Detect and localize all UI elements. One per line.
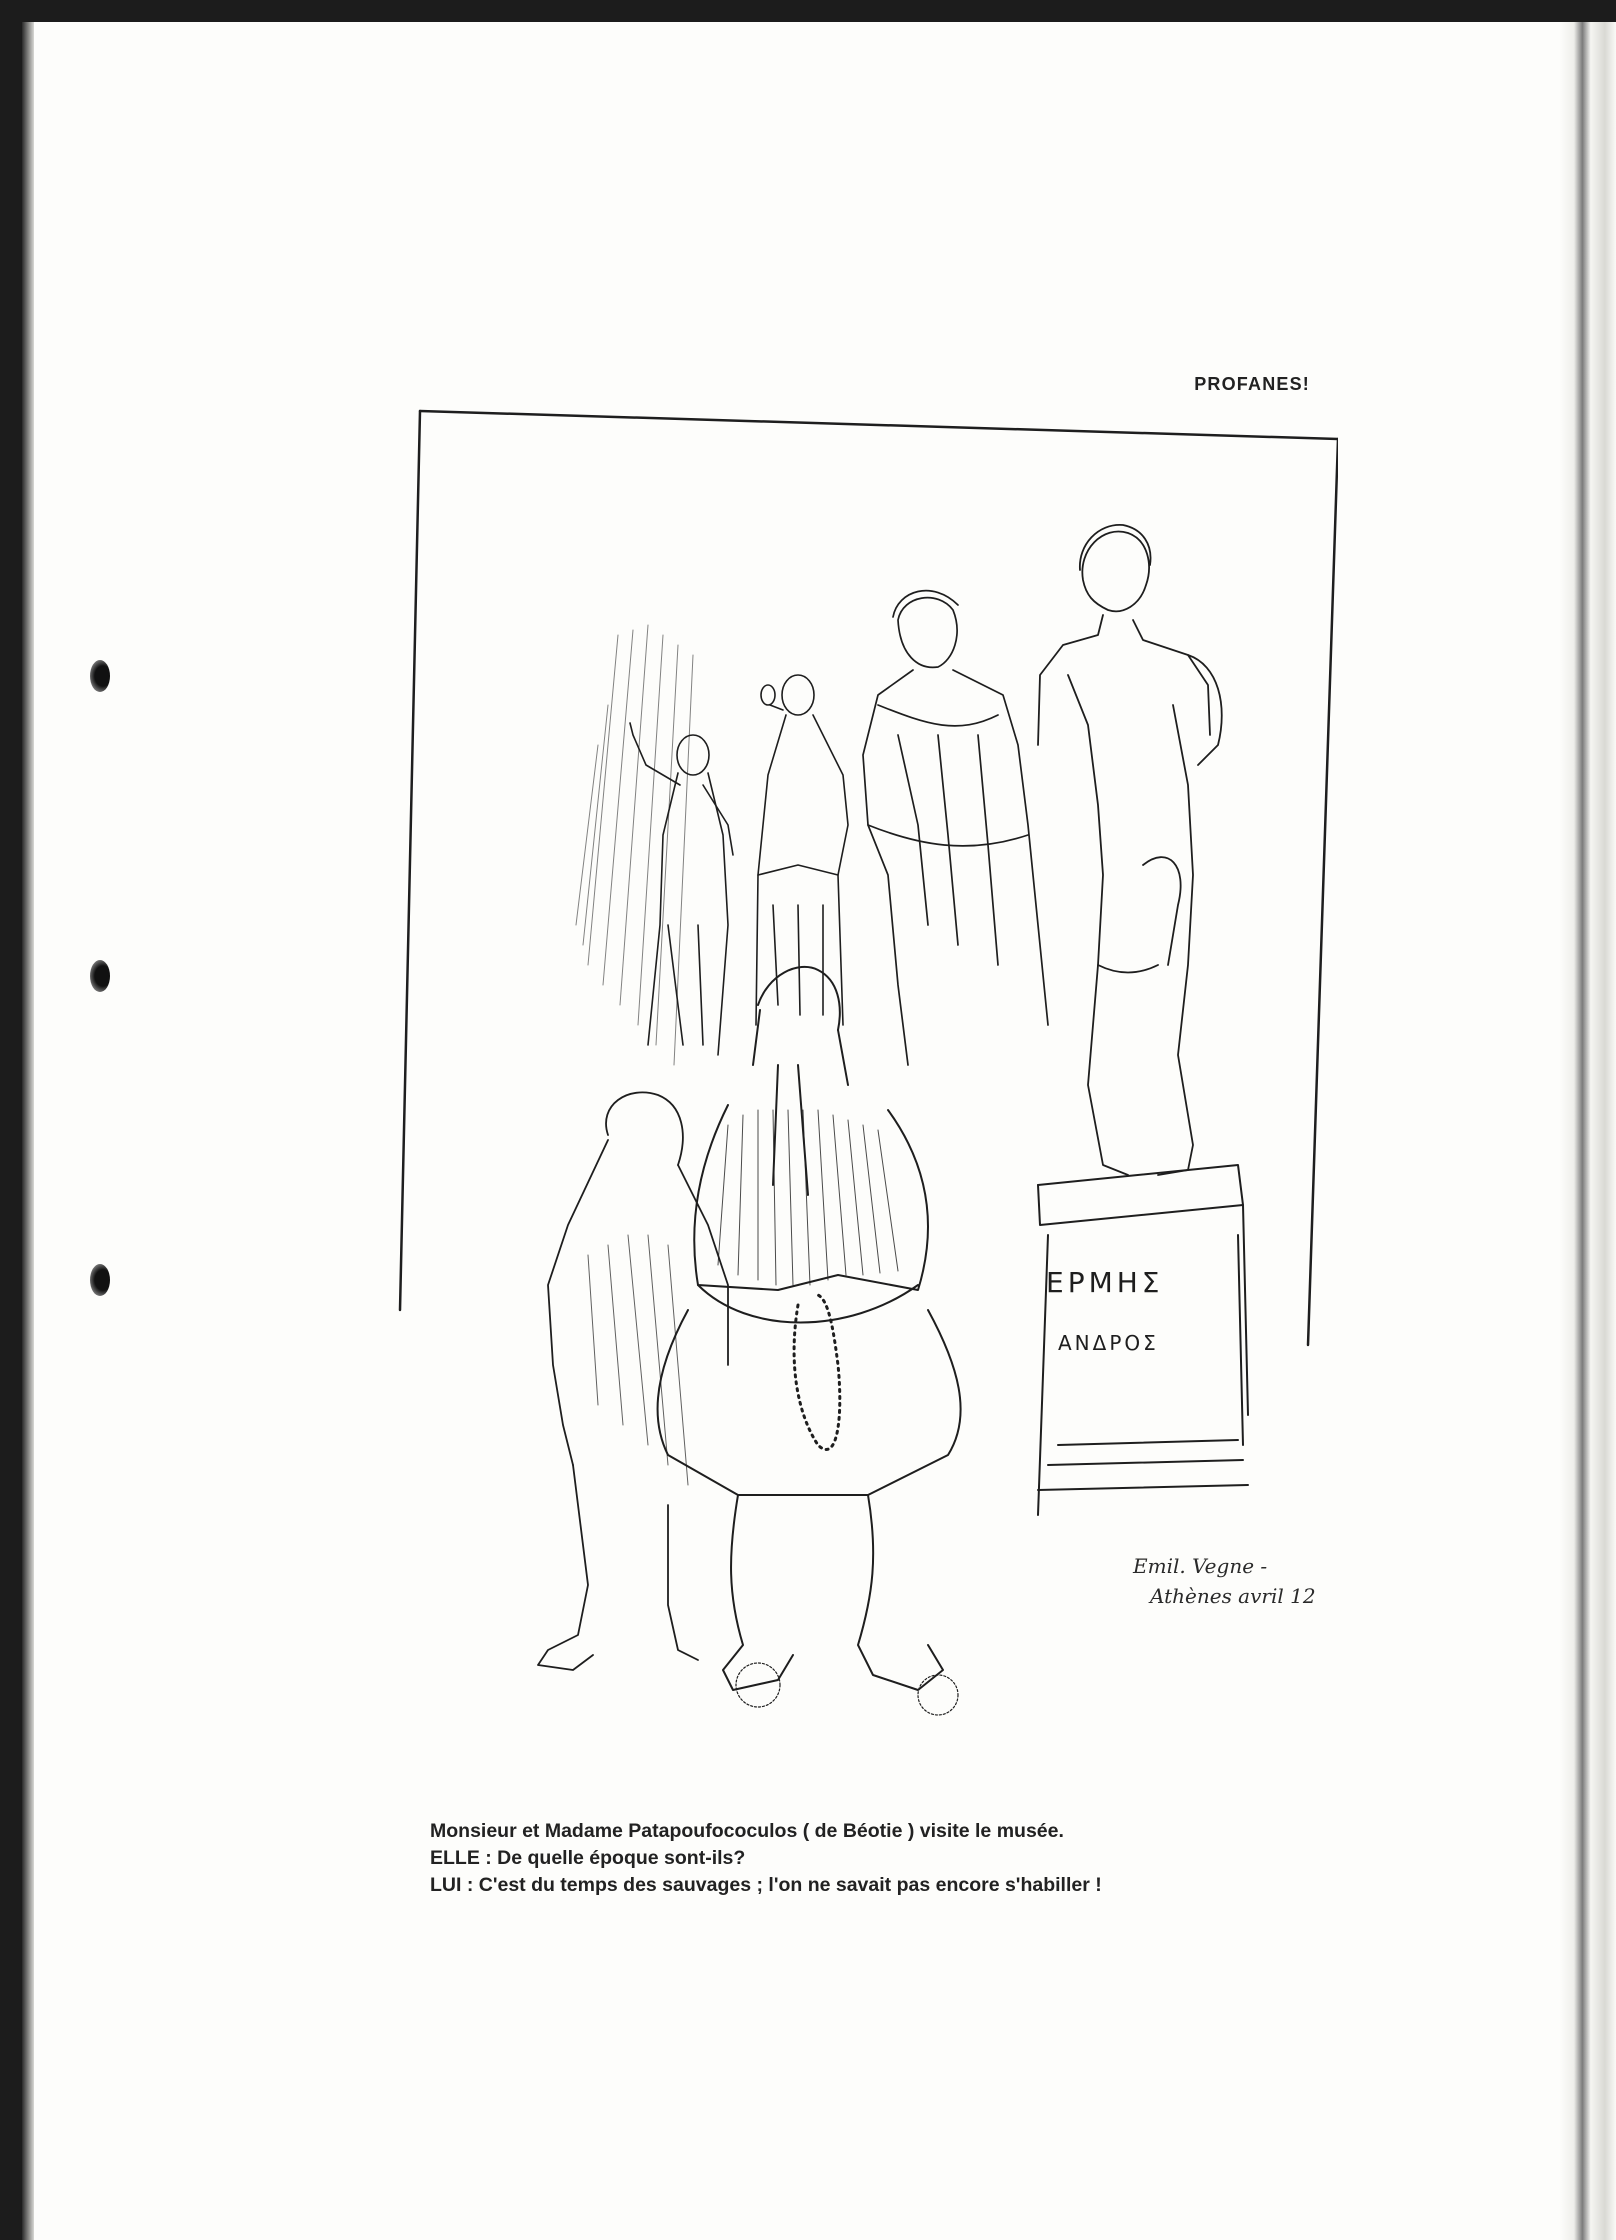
running-head: PROFANES! — [1194, 374, 1310, 394]
statue-with-mirror — [756, 675, 848, 1025]
statue-hermes — [1038, 525, 1222, 1175]
page-left-edge — [22, 22, 34, 2240]
caption-line-3 — [430, 1872, 1330, 1899]
speaker-lui: LUI : — [430, 1874, 474, 1896]
statue-draped-woman — [863, 591, 1048, 1065]
page-right-gutter — [1560, 22, 1616, 2240]
cartoon-illustration — [398, 405, 1338, 1785]
visitor-woman — [538, 1092, 728, 1670]
punch-hole-bottom — [90, 1264, 110, 1296]
caption — [430, 1818, 1330, 1899]
lui-dialogue: C'est du temps des sauvages ; l'on ne savait pas encore s'habiller ! — [478, 1874, 1102, 1896]
punch-hole-middle — [90, 960, 110, 992]
visitor-man — [658, 967, 961, 1715]
pedestal-inscription-1: ΕΡΜΗΣ — [1046, 1266, 1164, 1299]
artist-signature-2: Athènes avril 12 — [1150, 1584, 1316, 1608]
elle-dialogue: De quelle époque sont-ils? — [497, 1847, 746, 1869]
punch-hole-top — [90, 660, 110, 692]
statue-small — [630, 723, 733, 1055]
pedestal-inscription-2: ΑΝΔΡΟΣ — [1058, 1331, 1159, 1355]
caption-line-2 — [430, 1845, 1330, 1872]
artist-signature-1: Emil. Vegne - — [1133, 1554, 1268, 1578]
speaker-elle: ELLE : — [430, 1847, 492, 1869]
caption-line-1: Monsieur et Madame Patapoufococulos ( de Béotie ) visite le musée. — [430, 1820, 1064, 1842]
